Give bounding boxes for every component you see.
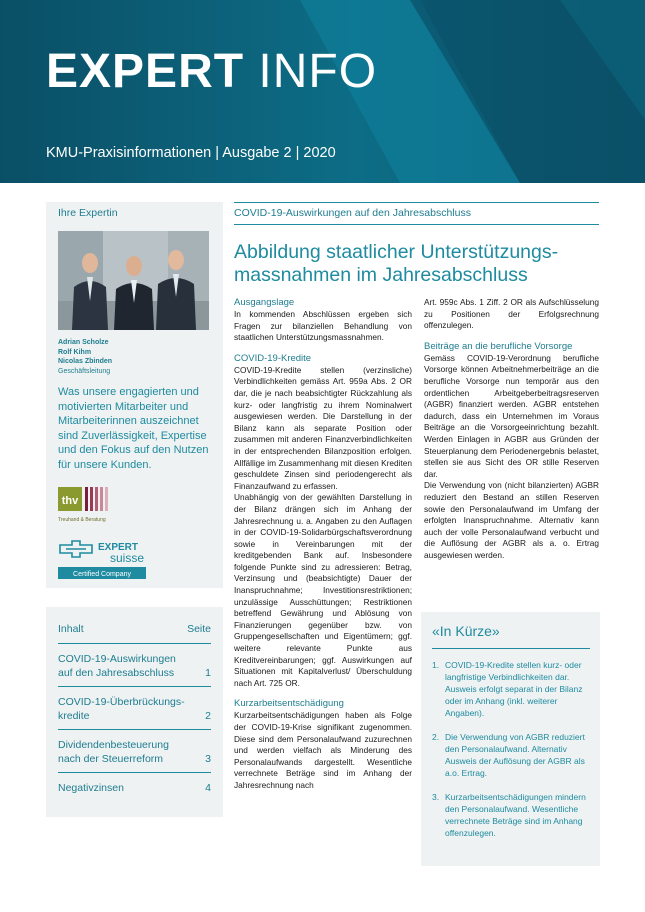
summary-title: «In Kürze» [432, 623, 590, 649]
toc-item[interactable] [58, 687, 211, 730]
article-section: COVID-19-Auswirkungen auf den Jahresabschluss [234, 202, 599, 225]
thv-logo-mark: thv [61, 495, 79, 507]
summary-item-text: COVID-19-Kredite stellen kurz- oder langfristige Verbindlichkeiten dar. Ausweis erfolgt separat in der Bilanz oder im Anhang (inkl. weiterer Angaben). [445, 660, 583, 718]
heading-vorsorge: Beiträge an die berufliche Vorsorge [424, 340, 573, 352]
expert-name-1: Adrian Scholze [58, 339, 109, 346]
thv-logo-graphic [58, 487, 118, 529]
summary-item [432, 731, 590, 779]
masthead-subtitle: KMU-Praxisinformationen | Ausgabe 2 | 2020 [46, 145, 336, 161]
expert-label: Ihre Expertin [58, 207, 118, 219]
para-vorsorge-2: Die Verwendung von (nicht bilanzierten) AGBR reduziert den Bestand an stillen Reserven sowie den Personalaufwand im Umfang der erfolgten Inanspruchnahme. Alternativ kann auch der volle Personalaufwand verbucht und die Auflösung der AGBR als a. o. Ertrag ausgewiesen werden. [424, 480, 599, 560]
toc-item-page: 2 [205, 710, 211, 722]
summary-item-number: 3. [432, 792, 440, 802]
article-column-1 [234, 297, 412, 792]
para-ausgangslage: In kommenden Abschlüssen ergeben sich Fragen zur bilanziellen Behandlung von staatlichen Unterstützungsmassnahmen. [234, 309, 412, 343]
summary-box [421, 612, 600, 866]
article-headline-line1: Abbildung staatlicher Unterstützungs- [234, 241, 559, 263]
toc-item-page: 4 [205, 782, 211, 794]
summary-list [432, 659, 590, 839]
toc-item-title: COVID-19-Auswirkungen auf den Jahresabschluss [58, 653, 176, 679]
toc-header-label: Inhalt [58, 623, 84, 635]
summary-item-number: 1. [432, 660, 440, 670]
expertsuisse-line1: EXPERT [98, 542, 139, 553]
toc-header [58, 617, 211, 644]
expertsuisse-badge: Certified Company [73, 571, 131, 578]
toc-item-title: COVID-19-Überbrückungs-kredite [58, 696, 185, 722]
toc-item-title: Negativzinsen [58, 782, 124, 794]
summary-item [432, 659, 590, 719]
para-kredite: COVID-19-Kredite stellen (verzinsliche) Verbindlichkeiten gemäss Art. 959a Abs. 2 OR dar, die je nach beabsichtigter Rückzahlung als kurz- oder langfristig zu ihrem Nominalwert ausgewiesen werden. Die Darstellung in der Bilanz kann als separate Position oder zusammen mit anderen Finanzverbindlichkeiten in der entsprechenden Bilanzposition erfolgen. Allfällige im Zusammenhang mit diesen Krediten geschuldete Zinsen sind periodengerecht als Finanzaufwand zu erfassen. [234, 364, 412, 491]
left-column [46, 202, 223, 817]
toc-item[interactable] [58, 773, 211, 801]
expert-role: Geschäftsleitung [58, 367, 111, 375]
toc-item-page: 3 [205, 753, 211, 765]
heading-kredite: COVID-19-Kredite [234, 352, 312, 364]
summary-item-text: Die Verwendung von AGBR reduziert den Personalaufwand. Alternativ Ausweis der Auflösung der AGBR als a.o. Ertrag. [445, 732, 585, 778]
toc-item[interactable] [58, 644, 211, 687]
para-kurzarbeit-continued: Art. 959c Abs. 1 Ziff. 2 OR als Aufschlüsselung zu Positionen der Erfolgsrechnung offenzulegen. [424, 297, 599, 331]
para-kurzarbeit: Kurzarbeitsentschädigungen haben als Folge der COVID-19-Krise signifikant zugenommen. Diese sind dem Personalaufwand zuzurechnen und werden vielfach als Minderung des Personalaufwands dargestellt. Wesentliche verrechnete Beträge sind im Anhang der Jahresrechnung nach [234, 710, 412, 790]
thv-logo [58, 487, 118, 534]
toc-header-page: Seite [187, 623, 211, 635]
article-column-2 [424, 297, 599, 561]
expertsuisse-logo-graphic [58, 539, 158, 581]
masthead-title-bold: EXPERT [46, 45, 245, 98]
masthead-title [46, 45, 378, 98]
expert-names [58, 338, 211, 376]
summary-item-number: 2. [432, 732, 440, 742]
toc-item-page: 1 [205, 667, 211, 679]
heading-kurzarbeit: Kurzarbeitsentschädigung [234, 698, 344, 710]
para-vorsorge: Gemäss COVID-19-Verordnung berufliche Vorsorge können Arbeitnehmerbeiträge an die berufliche Vorsorge nun temporär aus den ordentlichen Arbeitgeberbeitragsreserven (AGBR) finanziert werden. AGBR entstehen dadurch, dass ein Unternehmen im Voraus Beiträge an die Vorsorgeeinrichtung bezahlt. Werden Einlagen in AGBR aus Gründen der Steuerplanung dem Periodenergebnis belastet, stellen sie aus Sicht des OR stille Reserven dar. [424, 352, 599, 479]
header-banner [0, 0, 645, 183]
team-photo-illustration [58, 231, 209, 330]
expertsuisse-line2: suisse [110, 551, 145, 565]
toc-item-title: Dividendenbesteuerung nach der Steuerreform [58, 739, 169, 765]
thv-logo-tagline: Treuhand & Beratung [58, 517, 106, 523]
table-of-contents [46, 607, 223, 817]
heading-ausgangslage: Ausgangslage [234, 297, 295, 308]
toc-item[interactable] [58, 730, 211, 773]
expert-name-3: Nicolas Zbinden [58, 358, 113, 365]
summary-item [432, 791, 590, 839]
article-headline [234, 241, 599, 287]
expertsuisse-logo [58, 539, 158, 586]
expert-name-2: Rolf Kihm [58, 348, 92, 356]
summary-item-text: Kurzarbeitsentschädigungen mindern den Personalaufwand. Wesentliche verrechnete Beträge sind im Anhang offenzulegen. [445, 792, 586, 838]
expert-panel [46, 202, 223, 588]
expert-intro: Was unsere engagierten und motivierten Mitarbeiter und Mitarbeiterinnen auszeichnet sind Zuverlässigkeit, Expertise und den Fokus auf den Nutzen für unsere Kunden. [58, 386, 209, 471]
masthead-title-light: INFO [258, 45, 378, 98]
article-headline-line2: massnahmen im Jahresabschluss [234, 264, 528, 286]
team-photo [58, 231, 209, 330]
para-anhang: Unabhängig von der gewählten Darstellung in der Bilanz drängen sich im Anhang der Jahresrechnung u. a. Angaben zu den Auflagen in der COVID-19-Solidarbürgschaftsverordnung sowie in Vereinbarungen mit der kreditgebenden Bank auf. Insbesondere folgende Punkte sind zu adressieren: Betrag, Verzinsung und (beabsichtigte) Dauer der Inanspruchnahme; Investitionsrestriktionen; unzulässige Ausschüttungen; Restriktionen betreffend Gewährung und Ablösung von Finanzierungen gegenüber bzw. von Gruppengesellschaften und Eigentümern; ggf. weitere relevante Punkte aus Kreditvereinbarungen; ggf. Auswirkungen auf Situationen mit Kapitalverlust/ Überschuldung nach Art. 725 OR. [234, 492, 412, 688]
